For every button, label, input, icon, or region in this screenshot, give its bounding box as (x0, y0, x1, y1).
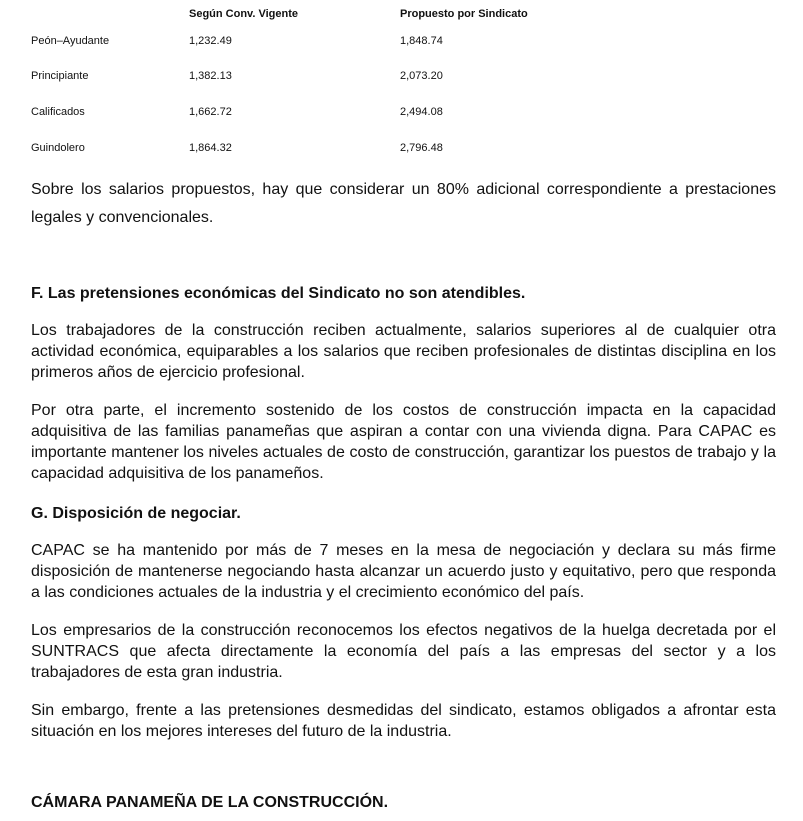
section-g-heading: G. Disposición de negociar. (31, 505, 241, 522)
section-g-paragraph-3: Sin embargo, frente a las pretensiones desmedidas del sindicato, estamos obligados a afrontar esta situación en los mejores intereses del futuro de la industria. (31, 702, 776, 740)
salary-note: Sobre los salarios propuestos, hay que considerar un 80% adicional correspondiente a prestaciones legales y convencionales. (31, 181, 776, 226)
category-cell: Calificados (31, 106, 85, 118)
section-f-heading: F. Las pretensiones económicas del Sindicato no son atendibles. (31, 285, 526, 302)
section-f-paragraph-2: Por otra parte, el incremento sostenido de los costos de construcción impacta en la capacidad adquisitiva de las familias panameñas que aspiran a contar con una vivienda digna. Para CAPAC es importante mantener los niveles actuales de costo de construcción, garantizar los puestos de trabajo y la capacidad adquisitiva de los panameños. (31, 402, 776, 482)
section-f-paragraph-1: Los trabajadores de la construcción reciben actualmente, salarios superiores al de cualquier otra actividad económica, equiparables a los salarios que reciben profesionales de distintas disciplina en los primeros años de ejercicio profesional. (31, 322, 776, 381)
column-header-current: Según Conv. Vigente (189, 8, 298, 20)
table-row (31, 106, 591, 122)
column-header-proposed: Propuesto por Sindicato (400, 8, 528, 20)
proposed-salary-cell: 1,848.74 (400, 35, 443, 47)
proposed-salary-cell: 2,073.20 (400, 70, 443, 82)
current-salary-cell: 1,382.13 (189, 70, 232, 82)
signature: CÁMARA PANAMEÑA DE LA CONSTRUCCIÓN. (31, 794, 389, 811)
table-row (31, 35, 591, 51)
current-salary-cell: 1,864.32 (189, 142, 232, 154)
proposed-salary-cell: 2,494.08 (400, 106, 443, 118)
section-g-paragraph-1: CAPAC se ha mantenido por más de 7 meses en la mesa de negociación y declara su más firme disposición de mantenerse negociando hasta alcanzar un acuerdo justo y equitativo, pero que responda a las condiciones actuales de la industria y el crecimiento económico del país. (31, 542, 776, 601)
current-salary-cell: 1,662.72 (189, 106, 232, 118)
section-g-paragraph-2: Los empresarios de la construcción reconocemos los efectos negativos de la huelga decretada por el SUNTRACS que afecta directamente la economía del país a las empresas del sector y a los trabajadores de esta gran industria. (31, 622, 776, 681)
category-cell: Peón–Ayudante (31, 35, 110, 47)
table-row (31, 70, 591, 86)
table-row (31, 142, 591, 158)
current-salary-cell: 1,232.49 (189, 35, 232, 47)
proposed-salary-cell: 2,796.48 (400, 142, 443, 154)
category-cell: Principiante (31, 70, 89, 82)
category-cell: Guindolero (31, 142, 85, 154)
